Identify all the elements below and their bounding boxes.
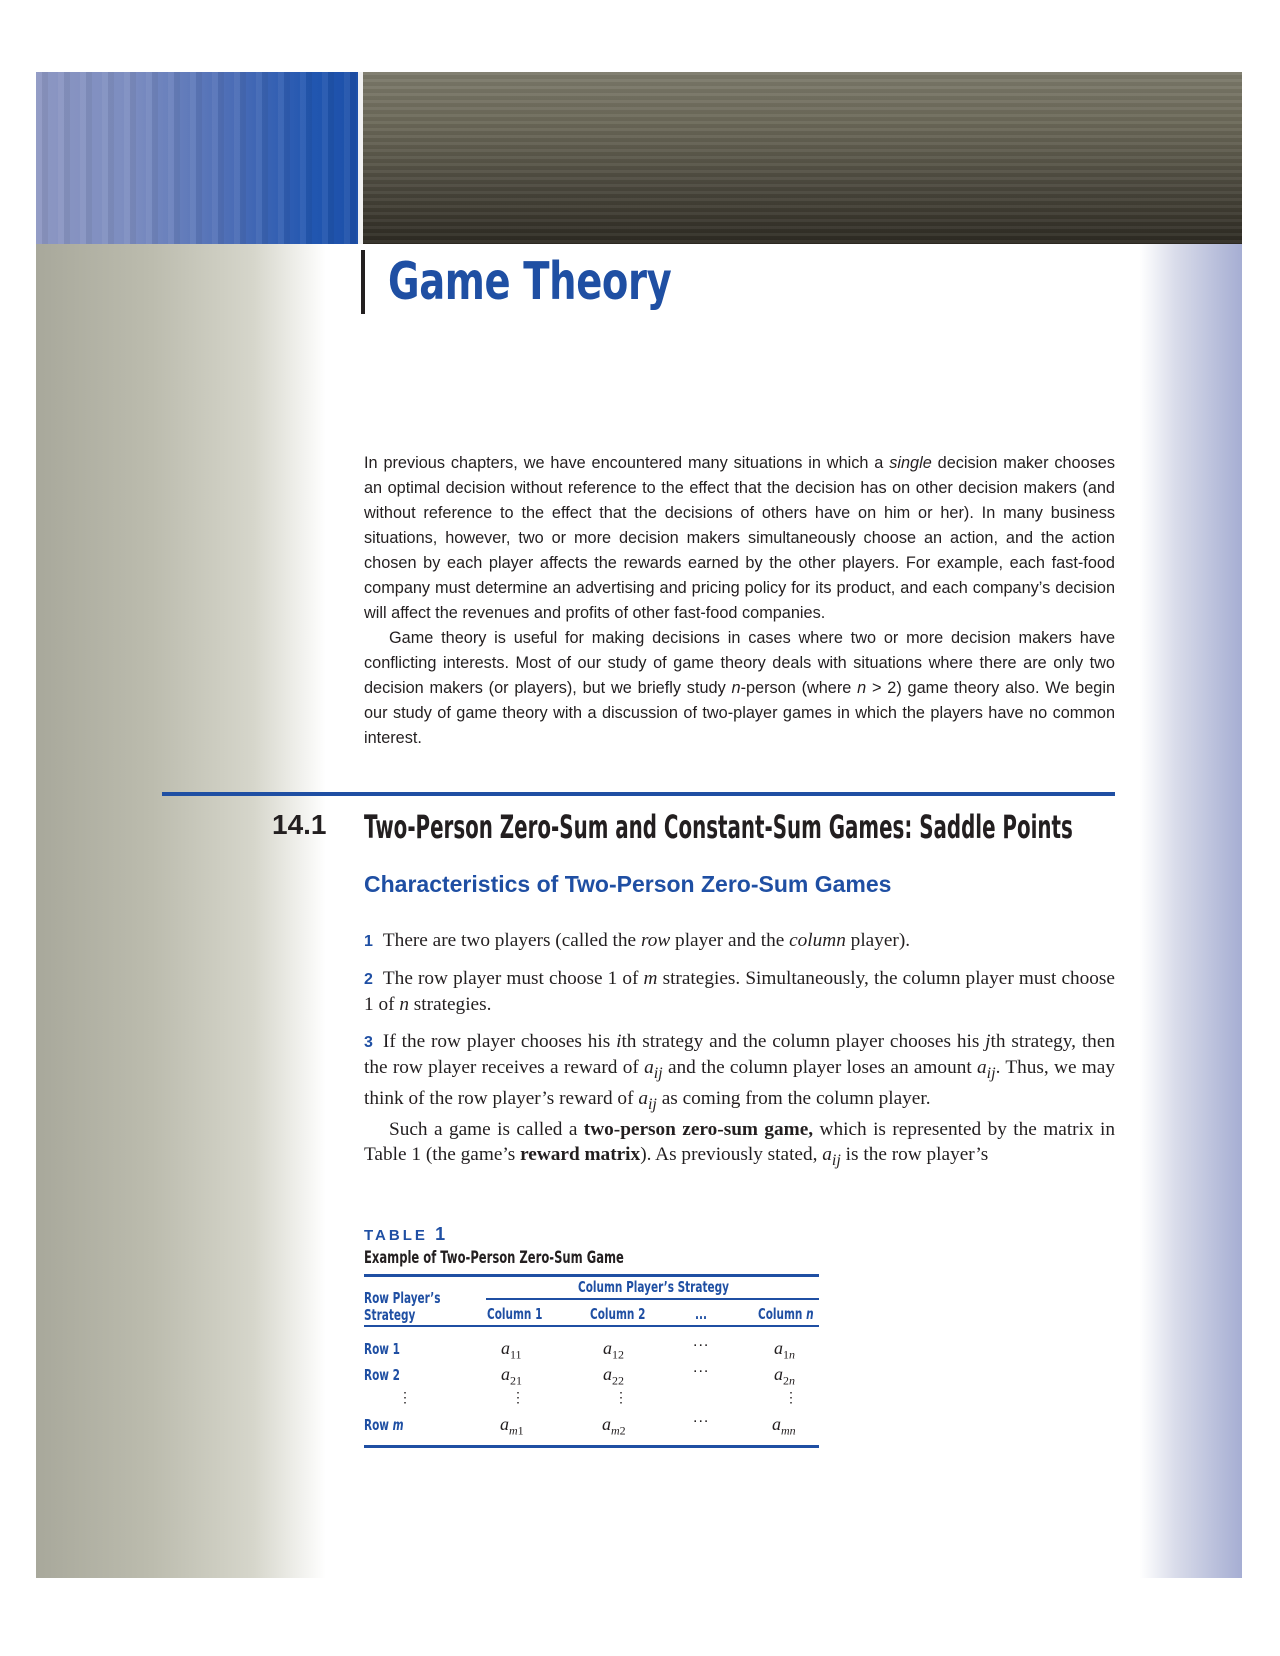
header-banner-blue — [36, 72, 362, 244]
row-vdots-coln: ⋮ — [784, 1389, 798, 1405]
cell-a21: $a_{21}$ — [501, 1364, 522, 1388]
row-label-2: Row 2 — [364, 1366, 400, 1384]
intro-text — [364, 451, 1115, 751]
row-label-m: Row m — [364, 1416, 404, 1434]
table-caption: Example of Two-Person Zero-Sum Game — [364, 1248, 624, 1268]
row-header-line-1: Row Player’s — [364, 1289, 441, 1307]
section-rule — [162, 792, 1115, 796]
section-title: Two-Person Zero-Sum and Constant-Sum Games: Saddle Points — [364, 808, 1073, 846]
intro-paragraph-2: Game theory is useful for making decisions in cases where two or more decision makers have conflicting interests. Most of our study of game theory deals with situations where there are only two decision makers (or players), but we briefly study n-person (where n > 2) game theory also. We begin our study of game theory with a discussion of two-player games in which the players have no common interest. — [364, 629, 1115, 747]
table-group-rule — [486, 1298, 819, 1300]
column-header-1: Column 1 — [487, 1305, 543, 1323]
column-header-2: Column 2 — [590, 1305, 646, 1323]
header-banner-dark — [363, 72, 1242, 244]
cell-am1: $a_{m1}$ — [500, 1414, 524, 1438]
cell-ellipsis: ... — [693, 1359, 710, 1376]
intro-paragraph-1: In previous chapters, we have encountered many situations in which a single decision maker chooses an optimal decision without reference to the effect that the decision has on other decision makers (and without reference to the effect that the decisions of others have on him or her). In many business situations, however, two or more decision makers simultaneously choose an action, and the action chosen by each player affects the rewards earned by the other players. For example, each fast-food company must determine an advertising and pricing policy for its product, and each company’s decision will affect the revenues and profits of other fast-food companies. — [364, 454, 1115, 622]
right-margin-gradient — [1140, 244, 1242, 1578]
list-item-1: 1 There are two players (called the row player and the column player). — [364, 930, 911, 951]
cell-amn: $a_{mn}$ — [772, 1414, 796, 1438]
row-vdots-label: ⋮ — [398, 1389, 412, 1405]
list-item-2: 2 The row player must choose 1 of m strategies. Simultaneously, the column player must choose 1 of n strategies. — [364, 968, 1115, 1015]
table-top-rule — [364, 1274, 819, 1277]
cell-a2n: $a_{2n}$ — [774, 1364, 795, 1388]
title-accent-bar — [361, 250, 365, 314]
cell-ellipsis: ... — [693, 1333, 710, 1350]
column-header-n: Column n — [758, 1305, 814, 1323]
row-vdots-col1: ⋮ — [511, 1389, 525, 1405]
list-item-3: 3 If the row player chooses his ith strategy and the column player chooses his jth strategy, then the row player receives a reward of $a_{ij}$ and the column player loses an amount $a_{ij}$. Thus, we may think of the row player’s reward of $a_{ij}$ as coming from the column player. — [364, 1031, 1116, 1113]
cell-a22: $a_{22}$ — [603, 1364, 624, 1388]
cell-a1n: $a_{1n}$ — [774, 1338, 795, 1362]
row-header-line-2: Strategy — [364, 1306, 416, 1324]
row-vdots-col2: ⋮ — [614, 1389, 628, 1405]
table-bottom-rule — [364, 1445, 819, 1448]
cell-ellipsis: ... — [693, 1409, 710, 1426]
section-number: 14.1 — [272, 809, 327, 840]
row-label-1: Row 1 — [364, 1340, 400, 1358]
column-group-header: Column Player’s Strategy — [578, 1278, 729, 1296]
cell-a12: $a_{12}$ — [603, 1338, 624, 1362]
chapter-title: Game Theory — [388, 252, 672, 312]
subsection-title: Characteristics of Two-Person Zero-Sum Games — [364, 871, 892, 897]
table-header-rule — [364, 1325, 819, 1327]
body-paragraph: Such a game is called a two-person zero-sum game, which is represented by the matrix in Table 1 (the game’s reward matrix). As previously stated, $a_{ij}$ is the row player’s — [364, 1119, 1115, 1169]
cell-am2: $a_{m2}$ — [602, 1414, 626, 1438]
column-header-ellipsis: ... — [695, 1305, 707, 1323]
table-label: TABLE 1 — [364, 1224, 446, 1244]
left-margin-gradient — [36, 244, 326, 1578]
cell-a11: $a_{11}$ — [501, 1338, 522, 1362]
